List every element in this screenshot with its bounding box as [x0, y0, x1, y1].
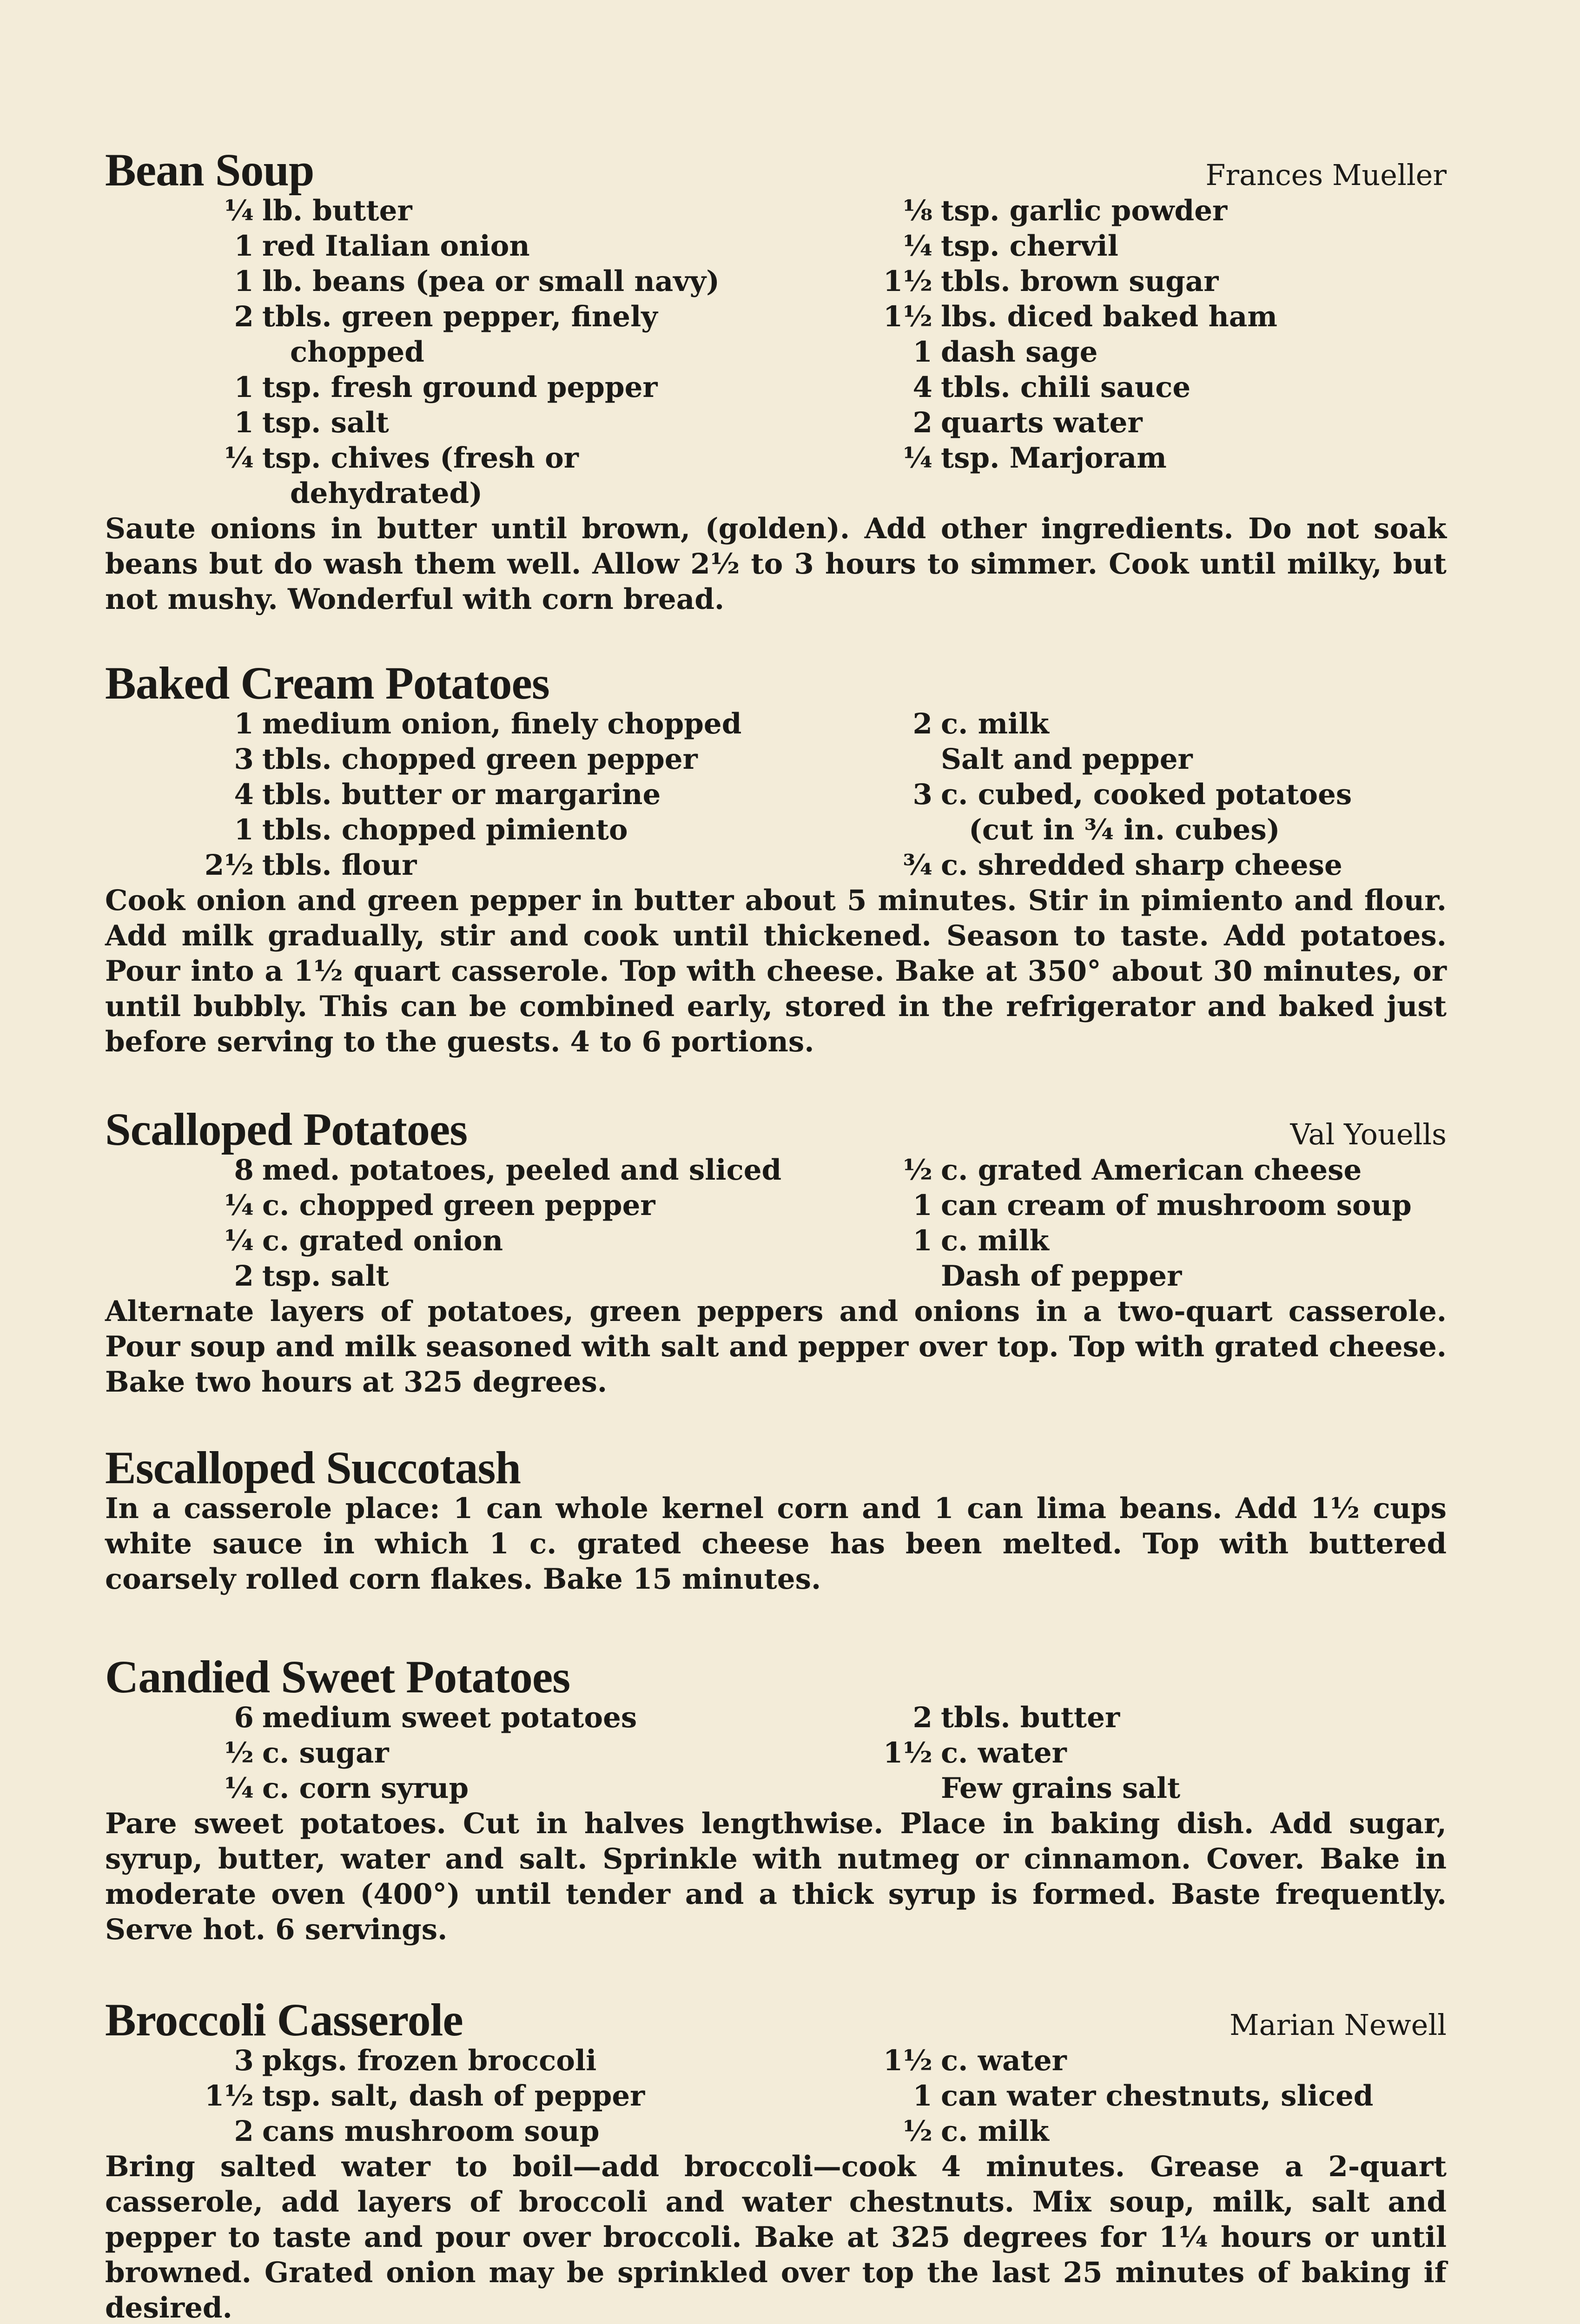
- ingredient-list: [105, 2043, 1447, 2149]
- recipe-author: Frances Mueller: [1205, 158, 1447, 192]
- recipe-title: Baked Cream Potatoes: [105, 657, 549, 709]
- ingredient-column-left: [189, 706, 886, 883]
- ingredient-line: ¾ c. shredded sharp cheese: [903, 849, 1342, 882]
- ingredient-line: 1 medium onion, finely chopped: [234, 707, 742, 740]
- recipe-title: Scalloped Potatoes: [105, 1103, 468, 1155]
- ingredient-column-right: [867, 193, 1444, 476]
- ingredient-line: 2 cans mushroom soup: [234, 2115, 600, 2148]
- ingredient-line: 2 c. milk: [912, 707, 1049, 740]
- recipe-author: Val Youells: [1290, 1117, 1447, 1151]
- ingredient-line: ½ c. milk: [903, 2115, 1049, 2148]
- recipe-directions: In a casserole place: 1 can whole kernel corn and 1 can lima beans. Add 1½ cups white sauce in which 1 c. grated cheese has been melted. Top with buttered coarsely rolled corn flakes. Bake 15 minutes.: [105, 1492, 1447, 1596]
- recipe-directions: Saute onions in butter until brown, (golden). Add other ingredients. Do not soak beans but do wash them well. Allow 2½ to 3 hours to simmer. Cook until milky, but not mushy. Wonderful with corn bread.: [105, 512, 1447, 616]
- recipe-scalloped-potatoes: [105, 1103, 1447, 1400]
- ingredient-line: ¼ c. corn syrup: [224, 1772, 469, 1805]
- ingredient-line: dehydrated): [290, 477, 483, 510]
- ingredient-list: [105, 1153, 1447, 1294]
- ingredient-line: ½ c. sugar: [224, 1736, 389, 1769]
- ingredient-column-left: [189, 193, 886, 511]
- ingredient-line: 1 can cream of mushroom soup: [912, 1189, 1412, 1222]
- ingredient-line: 1½ c. water: [883, 2044, 1067, 2077]
- recipe-escalloped-succotash: [105, 1442, 1447, 1597]
- ingredient-list: [105, 1700, 1447, 1806]
- ingredient-column-left: [189, 2043, 886, 2149]
- ingredient-line: ¼ lb. butter: [224, 194, 412, 227]
- recipe-directions: Bring salted water to boil—add broccoli—cook 4 minutes. Grease a 2-quart casserole, add layers of broccoli and water chestnuts. Mix soup, milk, salt and pepper to taste and pour over broccoli. Bake at 325 degrees for 1¼ hours or until browned. Grated onion may be sprinkled over top the last 25 minutes of baking if desired.: [105, 2150, 1447, 2324]
- recipe-directions: Pare sweet potatoes. Cut in halves lengthwise. Place in baking dish. Add sugar, syrup, butter, water and salt. Sprinkle with nutmeg or cinnamon. Cover. Bake in moderate oven (400°) until tender and a thick syrup is formed. Baste frequently. Serve hot. 6 servings.: [105, 1807, 1447, 1946]
- ingredient-line: 3 c. cubed, cooked potatoes: [912, 778, 1352, 811]
- ingredient-line: 3 tbls. chopped green pepper: [234, 743, 698, 776]
- ingredient-column-right: [867, 706, 1444, 883]
- recipe-directions: Alternate layers of potatoes, green peppers and onions in a two-quart casserole. Pour soup and milk seasoned with salt and pepper over top. Top with grated cheese. Bake two hours at 325 degrees.: [105, 1295, 1447, 1399]
- ingredient-column-right: [867, 2043, 1444, 2149]
- ingredient-line: Few grains salt: [941, 1772, 1181, 1805]
- recipe-title: Bean Soup: [105, 144, 314, 196]
- recipe-author: Marian Newell: [1230, 2008, 1447, 2042]
- ingredient-line: Dash of pepper: [941, 1260, 1182, 1293]
- ingredient-line: 1 tsp. fresh ground pepper: [234, 371, 658, 404]
- ingredient-line: 2 tbls. green pepper, finely: [234, 300, 658, 333]
- ingredient-line: 6 medium sweet potatoes: [234, 1701, 637, 1734]
- recipe-title: Escalloped Succotash: [105, 1442, 521, 1493]
- ingredient-line: 1 lb. beans (pea or small navy): [234, 265, 720, 298]
- ingredient-line: 2 quarts water: [912, 406, 1143, 439]
- ingredient-line: 1½ tsp. salt, dash of pepper: [204, 2080, 645, 2113]
- ingredient-line: 1½ c. water: [883, 1736, 1067, 1769]
- ingredient-column-right: [867, 1700, 1444, 1806]
- ingredient-column-left: [189, 1700, 886, 1806]
- ingredient-line: 1 red Italian onion: [234, 230, 530, 263]
- recipe-bean-soup: [105, 144, 1447, 617]
- ingredient-line: 1½ lbs. diced baked ham: [883, 300, 1277, 333]
- ingredient-line: chopped: [290, 336, 424, 369]
- ingredient-line: ½ c. grated American cheese: [903, 1154, 1362, 1187]
- recipe-title: Candied Sweet Potatoes: [105, 1651, 570, 1703]
- ingredient-line: ¼ tsp. Marjoram: [903, 442, 1167, 475]
- ingredient-line: 4 tbls. chili sauce: [912, 371, 1191, 404]
- ingredient-line: 8 med. potatoes, peeled and sliced: [234, 1154, 782, 1187]
- ingredient-line: 3 pkgs. frozen broccoli: [234, 2044, 597, 2077]
- ingredient-line: Salt and pepper: [941, 743, 1193, 776]
- ingredient-line: (cut in ¾ in. cubes): [969, 813, 1280, 846]
- recipe-broccoli-casserole: [105, 1994, 1447, 2324]
- ingredient-line: 2 tbls. butter: [912, 1701, 1120, 1734]
- ingredient-line: ¼ tsp. chervil: [903, 230, 1118, 263]
- ingredient-line: ¼ tsp. chives (fresh or: [224, 442, 579, 475]
- recipe-candied-sweet-potatoes: [105, 1651, 1447, 1948]
- recipe-baked-cream-potatoes: [105, 657, 1447, 1060]
- ingredient-column-right: [867, 1153, 1444, 1294]
- recipe-title: Broccoli Casserole: [105, 1994, 463, 2046]
- ingredient-line: 4 tbls. butter or margarine: [234, 778, 661, 811]
- ingredient-list: [105, 193, 1447, 511]
- ingredient-line: 2 tsp. salt: [234, 1260, 389, 1293]
- ingredient-line: 1 c. milk: [912, 1224, 1049, 1257]
- ingredient-line: 1 tbls. chopped pimiento: [234, 813, 628, 846]
- ingredient-line: ⅛ tsp. garlic powder: [903, 194, 1228, 227]
- ingredient-line: 1 can water chestnuts, sliced: [912, 2080, 1374, 2113]
- ingredient-list: [105, 706, 1447, 883]
- ingredient-column-left: [189, 1153, 886, 1294]
- recipe-directions: Cook onion and green pepper in butter about 5 minutes. Stir in pimiento and flour. Add milk gradually, stir and cook until thickened. Season to taste. Add potatoes. Pour into a 1½ quart casserole. Top with cheese. Bake at 350° about 30 minutes, or until bubbly. This can be combined early, stored in the refrigerator and baked just before serving to the guests. 4 to 6 portions.: [105, 884, 1447, 1058]
- ingredient-line: ¼ c. grated onion: [224, 1224, 503, 1257]
- ingredient-line: ¼ c. chopped green pepper: [224, 1189, 655, 1222]
- ingredient-line: 1 dash sage: [912, 336, 1098, 369]
- ingredient-line: 2½ tbls. flour: [204, 849, 417, 882]
- ingredient-line: 1½ tbls. brown sugar: [883, 265, 1219, 298]
- ingredient-line: 1 tsp. salt: [234, 406, 389, 439]
